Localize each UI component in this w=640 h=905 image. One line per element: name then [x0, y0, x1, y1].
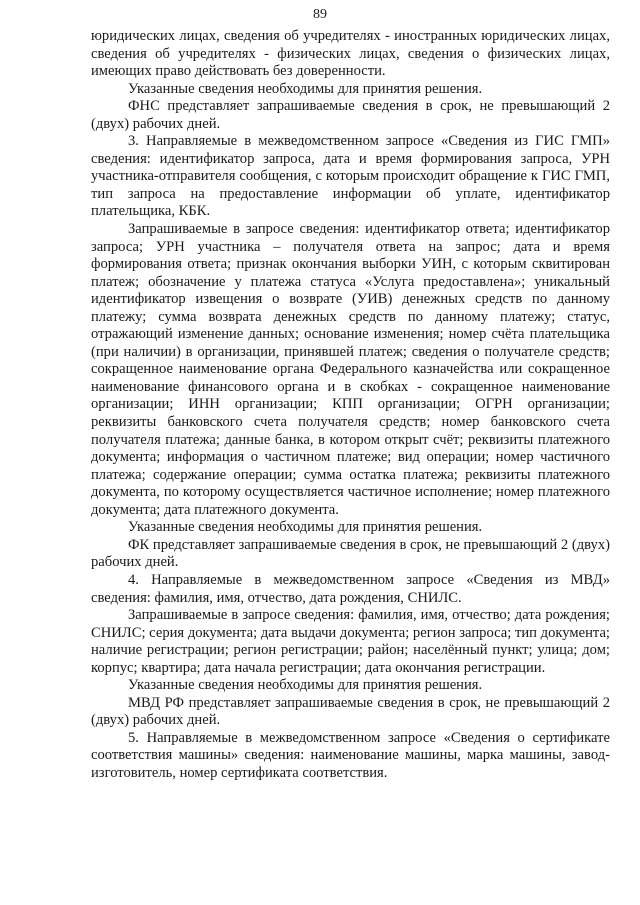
paragraph-purpose-2: Указанные сведения необходимы для принятия решения.	[128, 519, 483, 536]
paragraph-purpose-1: Указанные сведения необходимы для принятия решения.	[128, 80, 483, 97]
paragraph-mvd-response: Запрашиваемые в запросе сведения: фамилия, имя, отчество; дата рождения; СНИЛС; серия документа; дата выдачи документа; регион запроса; тип документа; наличие регистрации; регион регистрации; район; населённый пункт; улица; дом; корпус; квартира; дата начала регистрации; дата окончания регистрации.	[91, 607, 610, 676]
paragraph-gis-gmp-response: Запрашиваемые в запросе сведения: идентификатор ответа; идентификатор запроса; УРН участника – получателя ответа на запрос; дата и время формирования ответа; признак окончания выборки УИН, с которым сквитирован платеж; обозначение у платежа статуса «Услуга предоставлена»; уникальный идентификатор извещения о возврате (УИВ) денежных средств по данному платежу; сумма возврата денежных средств по данному платежу; статус, отражающий изменение данных; основание изменения; номер счёта плательщика (при наличии) в организации, принявшей платеж; сведения о получателе средств; сокращенное наименование органа Федерального казначейства или сокращенное наименование финансового органа и в скобках - сокращенное наименование организации; ИНН организации; КПП организации; ОГРН организации; реквизиты банковского счета получателя средств; номер банковского счета получателя платежа; данные банка, в котором открыт счёт; реквизиты платежного документа; информация о частичном платеже; вид операции; номер частичного платежа; содержание операции; сумма остатка платежа; реквизиты платежного документа, по которому осуществляется частичное исполнение; номер платежного документа; дата платежного документа.	[91, 221, 610, 518]
paragraph-mvd-deadline: МВД РФ представляет запрашиваемые сведения в срок, не превышающий 2 (двух) рабочих дней.	[91, 694, 610, 729]
paragraph-fns-deadline: ФНС представляет запрашиваемые сведения в срок, не превышающий 2 (двух) рабочих дней.	[91, 98, 610, 132]
paragraph-gis-gmp-request: 3. Направляемые в межведомственном запросе «Сведения из ГИС ГМП» сведения: идентификатор запроса, дата и время формирования запроса, УРН участника-отправителя сообщения, с которым происходит обращение к ГИС ГМП, тип запроса на предоставление информации об уплате, идентификатор плательщика, КБК.	[91, 133, 610, 220]
paragraph-legal-entities-continuation: юридических лицах, сведения об учредителях - иностранных юридических лицах, сведения об учредителях - физических лицах, сведения о физических лицах, имеющих право действовать без доверенности.	[91, 28, 610, 80]
page-number: 89	[313, 7, 327, 22]
paragraph-purpose-3: Указанные сведения необходимы для принятия решения.	[128, 677, 483, 694]
paragraph-fk-deadline: ФК представляет запрашиваемые сведения в срок, не превышающий 2 (двух) рабочих дней.	[91, 536, 610, 571]
paragraph-mvd-request: 4. Направляемые в межведомственном запросе «Сведения из МВД» сведения: фамилия, имя, отчество, дата рождения, СНИЛС.	[91, 571, 610, 606]
document-body	[91, 28, 610, 783]
paragraph-certificate-request: 5. Направляемые в межведомственном запросе «Сведения о сертификате соответствия машины» сведения: наименование машины, марка машины, завод-изготовитель, номер сертификата соответствия.	[91, 729, 610, 781]
